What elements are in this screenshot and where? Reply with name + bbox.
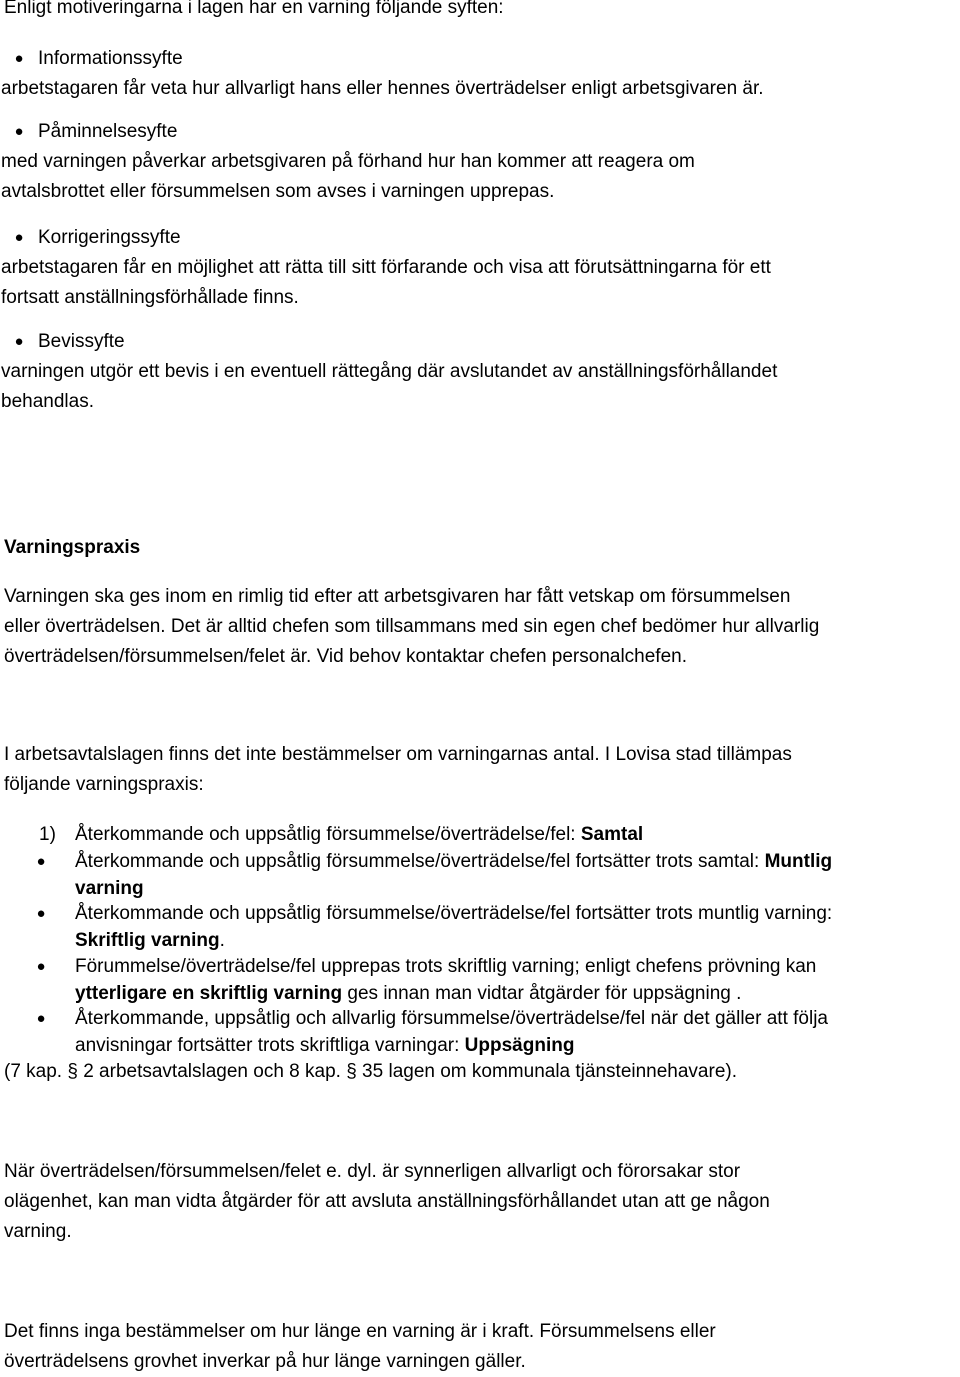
bullet-dot-icon: ●: [36, 1010, 46, 1027]
bullet-dot-icon: ●: [36, 905, 46, 922]
step-text: ges innan man vidtar åtgärder för uppsägning .: [342, 983, 742, 1004]
purpose-text: fortsatt anställningsförhållade finns.: [1, 287, 299, 308]
purpose-title: Korrigeringssyfte: [38, 227, 181, 248]
bullet-dot-icon: ●: [36, 958, 46, 975]
step-item: [36, 848, 833, 902]
purpose-item: [1, 44, 958, 104]
bullet-dot-icon: ●: [14, 50, 24, 67]
purpose-item: [1, 327, 958, 417]
step-text: Förummelse/överträdelse/fel upprepas trots skriftlig varning; enligt chefens prövning kan: [75, 956, 817, 977]
paragraph: [4, 1157, 770, 1247]
bullet-dot-icon: ●: [36, 853, 46, 870]
purpose-title: Informationssyfte: [38, 48, 183, 69]
step-item: [36, 953, 817, 1007]
paragraph: [4, 1317, 716, 1377]
step-text: Återkommande och uppsåtlig försummelse/överträdelse/fel fortsätter trots muntlig varning:: [75, 903, 833, 924]
step-result: Skriftlig varning: [75, 930, 220, 951]
law-reference: (7 kap. § 2 arbetsavtalslagen och 8 kap. § 35 lagen om kommunala tjänsteinnehavare).: [4, 1061, 738, 1082]
paragraph: [4, 740, 792, 800]
paragraph-line: följande varningspraxis:: [4, 774, 204, 795]
purpose-item: [1, 117, 958, 207]
paragraph-line: eller överträdelsen. Det är alltid chefen som tillsammans med sin egen chef bedömer hur allvarlig: [4, 616, 820, 637]
purpose-text: varningen utgör ett bevis i en eventuell rättegång där avslutandet av anställningsförhållandet: [1, 361, 778, 382]
paragraph-line: varning.: [4, 1221, 72, 1242]
step-end: .: [219, 930, 225, 951]
purpose-text: med varningen påverkar arbetsgivaren på förhand hur han kommer att reagera om: [1, 151, 695, 172]
step-text: Återkommande och uppsåtlig försummelse/överträdelse/fel fortsätter trots samtal:: [75, 851, 765, 872]
step-item: [36, 1005, 828, 1059]
step-item: [39, 821, 644, 848]
step-text: anvisningar fortsätter trots skriftliga varningar:: [75, 1035, 465, 1056]
step-item: [36, 900, 833, 954]
step-result: varning: [75, 878, 144, 899]
paragraph: [4, 582, 819, 672]
step-result: Samtal: [580, 824, 644, 845]
step-text: Återkommande och uppsåtlig försummelse/överträdelse/fel:: [75, 824, 581, 845]
purpose-text: behandlas.: [1, 391, 94, 412]
step-result: Muntlig: [764, 851, 833, 872]
paragraph-line: överträdelsens grovhet inverkar på hur länge varningen gäller.: [4, 1351, 526, 1372]
intro-text: Enligt motiveringarna i lagen har en varning följande syften:: [4, 0, 504, 18]
paragraph-line: överträdelsen/försummelsen/felet är. Vid behov kontaktar chefen personalchefen.: [4, 646, 687, 667]
paragraph-line: I arbetsavtalslagen finns det inte bestämmelser om varningarnas antal. I Lovisa stad tillämpas: [4, 744, 792, 765]
purpose-item: [1, 223, 958, 313]
purpose-text: arbetstagaren får veta hur allvarligt hans eller hennes överträdelser enligt arbetsgivaren är.: [1, 78, 764, 99]
section-heading: Varningspraxis: [4, 537, 141, 558]
paragraph-line: När överträdelsen/försummelsen/felet e. dyl. är synnerligen allvarligt och förorsakar stor: [4, 1161, 741, 1182]
paragraph-line: olägenhet, kan man vidta åtgärder för att avsluta anställningsförhållandet utan att ge någon: [4, 1191, 770, 1212]
step-result: ytterligare en skriftlig varning: [75, 983, 343, 1004]
paragraph-line: Varningen ska ges inom en rimlig tid efter att arbetsgivaren har fått vetskap om försummelsen: [4, 586, 791, 607]
paragraph-line: Det finns inga bestämmelser om hur länge en varning är i kraft. Försummelsens eller: [4, 1321, 716, 1342]
bullet-dot-icon: ●: [14, 123, 24, 140]
step-text: Återkommande, uppsåtlig och allvarlig försummelse/överträdelse/fel när det gäller att följa: [75, 1008, 828, 1029]
purpose-text: avtalsbrottet eller försummelsen som avses i varningen upprepas.: [1, 181, 555, 202]
step-result: Uppsägning: [464, 1035, 575, 1056]
purpose-title: Bevissyfte: [38, 331, 125, 352]
bullet-dot-icon: ●: [14, 333, 24, 350]
purpose-text: arbetstagaren får en möjlighet att rätta till sitt förfarande och visa att förutsättningarna för ett: [1, 257, 771, 278]
bullet-dot-icon: ●: [14, 229, 24, 246]
purpose-title: Påminnelsesyfte: [38, 121, 178, 142]
step-number: 1): [39, 824, 56, 845]
